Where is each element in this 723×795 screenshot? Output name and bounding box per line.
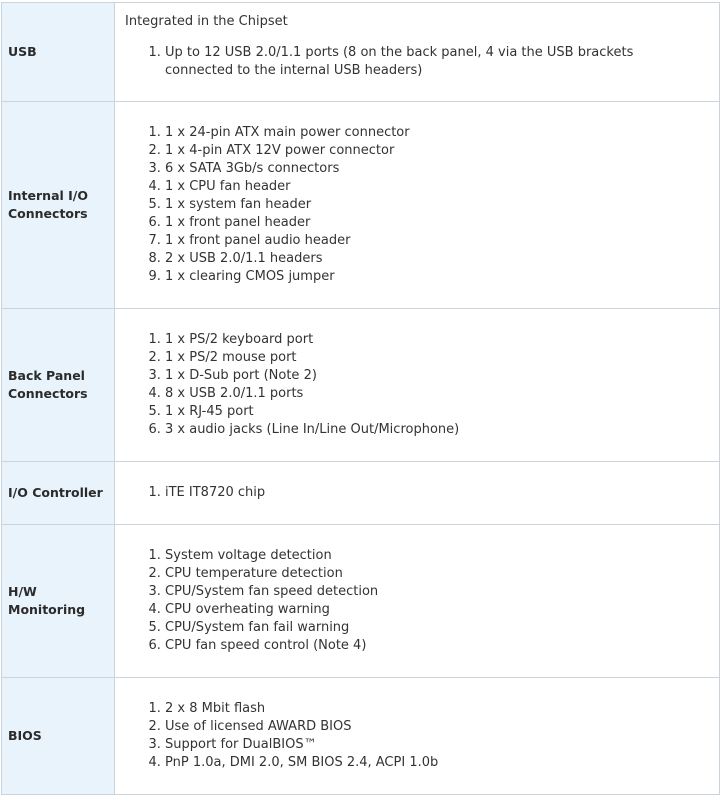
list-item: 9. 1 x clearing CMOS jumper <box>165 268 719 286</box>
spec-value-io-controller <box>115 462 720 525</box>
list-item: 5. 1 x RJ-45 port <box>165 403 719 421</box>
list-item: 1. 2 x 8 Mbit flash <box>165 700 719 718</box>
spec-list-bios <box>115 700 719 772</box>
spec-label-back-panel <box>2 309 115 462</box>
list-item: 3. CPU/System fan speed detection <box>165 583 719 601</box>
spec-value-bios <box>115 678 720 795</box>
list-item: 2. 1 x PS/2 mouse port <box>165 349 719 367</box>
list-item: 2. Use of licensed AWARD BIOS <box>165 718 719 736</box>
list-item: 1. System voltage detection <box>165 547 719 565</box>
list-item: 8. 2 x USB 2.0/1.1 headers <box>165 250 719 268</box>
list-item: 4. 1 x CPU fan header <box>165 178 719 196</box>
spec-label-text: Back Panel Connectors <box>8 368 88 401</box>
list-item: 1. 1 x 24-pin ATX main power connector <box>165 124 719 142</box>
spec-label-hw-monitoring <box>2 525 115 678</box>
list-item: 4. 8 x USB 2.0/1.1 ports <box>165 385 719 403</box>
list-item: 7. 1 x front panel audio header <box>165 232 719 250</box>
spec-value-usb <box>115 3 720 102</box>
spec-list-usb <box>115 44 719 80</box>
list-item: 1. 1 x PS/2 keyboard port <box>165 331 719 349</box>
list-item: 3. 1 x D-Sub port (Note 2) <box>165 367 719 385</box>
spec-row-back-panel <box>2 309 720 462</box>
list-item: 2. 1 x 4-pin ATX 12V power connector <box>165 142 719 160</box>
list-item: 1. iTE IT8720 chip <box>165 484 719 502</box>
spec-row-internal-io <box>2 102 720 309</box>
spec-label-internal-io <box>2 102 115 309</box>
list-item: 3. Support for DualBIOS™ <box>165 736 719 754</box>
list-item: 6. 1 x front panel header <box>165 214 719 232</box>
list-item: 6. CPU fan speed control (Note 4) <box>165 637 719 655</box>
spec-label-text: H/W Monitoring <box>8 584 86 617</box>
spec-value-hw-monitoring <box>115 525 720 678</box>
spec-list-hw-monitoring <box>115 547 719 655</box>
spec-value-back-panel <box>115 309 720 462</box>
spec-label-usb: USB <box>2 3 115 102</box>
list-item: 3. 6 x SATA 3Gb/s connectors <box>165 160 719 178</box>
list-item: 6. 3 x audio jacks (Line In/Line Out/Microphone) <box>165 421 719 439</box>
list-item: 5. CPU/System fan fail warning <box>165 619 719 637</box>
spec-list-back-panel <box>115 331 719 439</box>
spec-value-internal-io <box>115 102 720 309</box>
list-item: 2. CPU temperature detection <box>165 565 719 583</box>
spec-row-hw-monitoring <box>2 525 720 678</box>
list-item: 4. PnP 1.0a, DMI 2.0, SM BIOS 2.4, ACPI 1.0b <box>165 754 719 772</box>
list-item: 4. CPU overheating warning <box>165 601 719 619</box>
spec-table-body <box>2 3 720 795</box>
spec-label-io-controller: I/O Controller <box>2 462 115 525</box>
spec-list-internal-io <box>115 124 719 286</box>
spec-list-io-controller <box>115 484 719 502</box>
spec-label-text: Internal I/O Connectors <box>8 188 88 221</box>
spec-row-io-controller <box>2 462 720 525</box>
spec-intro: Integrated in the Chipset <box>125 13 288 29</box>
spec-label-bios: BIOS <box>2 678 115 795</box>
spec-table <box>1 2 720 795</box>
spec-row-usb <box>2 3 720 102</box>
spec-row-bios <box>2 678 720 795</box>
list-item: 5. 1 x system fan header <box>165 196 719 214</box>
list-item: 1. Up to 12 USB 2.0/1.1 ports (8 on the back panel, 4 via the USB brackets connected to the internal USB headers) <box>165 44 703 80</box>
